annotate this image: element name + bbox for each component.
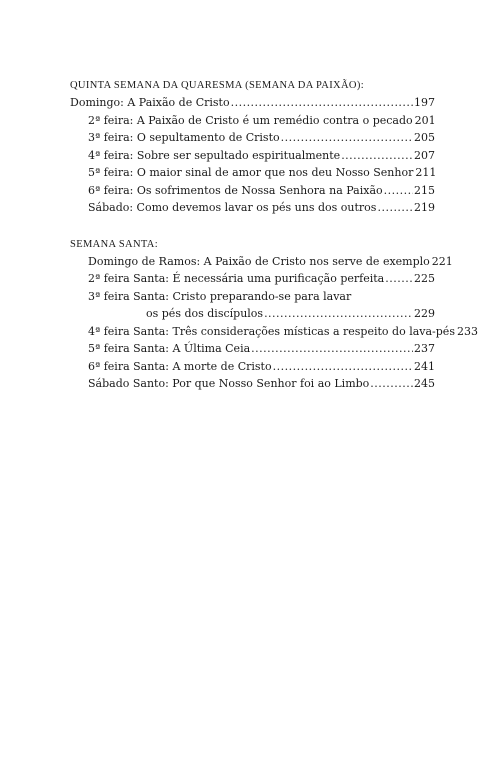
toc-entry [70, 323, 478, 341]
toc-entry-title: 2ª feira: A Paixão de Cristo é um remédio contra o pecado [88, 113, 413, 127]
toc-entry [70, 147, 435, 165]
toc-entry [70, 199, 435, 217]
dot-leader [273, 358, 413, 376]
toc-entry-page: 245 [414, 377, 435, 390]
toc-entry-page: 233 [456, 324, 478, 338]
dot-leader [231, 94, 413, 112]
section-heading: SEMANA SANTA: [70, 238, 159, 250]
toc-entry-page: 237 [414, 342, 435, 355]
dot-leader [385, 270, 413, 288]
toc-entry-title: 4ª feira Santa: Três considerações místicas a respeito do lava-pés [88, 324, 455, 338]
toc-entry-title: Sábado Santo: Por que Nosso Senhor foi ao Limbo [88, 377, 370, 390]
toc-entry-title: 5ª feira: O maior sinal de amor que nos deu Nosso Senhor [88, 166, 414, 179]
toc-section-semana-santa [70, 237, 478, 393]
toc-entry [70, 358, 435, 376]
toc-entry-page: 197 [414, 96, 435, 109]
toc-entry-page: 229 [414, 307, 435, 320]
toc-entry [70, 253, 453, 271]
toc-entry-page: 241 [414, 359, 435, 373]
toc-entry-page: 207 [414, 148, 435, 162]
dot-leader [281, 129, 413, 147]
toc-entry-page: 219 [414, 201, 435, 214]
dot-leader [251, 340, 413, 358]
toc-entry-page: 201 [414, 113, 436, 127]
dot-leader [264, 305, 413, 323]
toc-entry [70, 94, 435, 112]
toc-entry-title: 6ª feira Santa: A morte de Cristo [88, 359, 272, 373]
toc-entry [70, 112, 435, 130]
toc-section-quinta-semana [70, 78, 435, 217]
toc-entry-title: 3ª feira Santa: Cristo preparando-se para lavar [88, 289, 352, 303]
toc-entry [70, 375, 435, 393]
toc-entry-page: 225 [414, 272, 435, 285]
toc-entry [70, 340, 435, 358]
toc-entry-page: 205 [414, 131, 435, 144]
toc-entry-title: 5ª feira Santa: A Última Ceia [88, 342, 251, 355]
dot-leader [341, 147, 413, 165]
toc-entry-title: 2ª feira Santa: É necessária uma purificação perfeita [88, 272, 385, 285]
section-heading: QUINTA SEMANA DA QUARESMA (SEMANA DA PAIXÃO): [70, 80, 364, 91]
toc-entry [70, 182, 435, 200]
toc-entry-title: Sábado: Como devemos lavar os pés uns dos outros [88, 201, 377, 214]
toc-entry-page: 221 [431, 254, 453, 268]
toc-entry-title: Domingo de Ramos: A Paixão de Cristo nos serve de exemplo [88, 254, 430, 268]
toc-entry [70, 270, 435, 288]
dot-leader [370, 375, 413, 393]
toc-entry [70, 129, 435, 147]
toc-entry-page: 211 [415, 166, 437, 179]
dot-leader [377, 199, 413, 217]
dot-leader [384, 182, 413, 200]
toc-entry-page: 215 [414, 183, 435, 197]
toc-entry-continuation [70, 305, 435, 323]
toc-entry-title: 3ª feira: O sepultamento de Cristo [88, 131, 280, 144]
toc-entry-title: 6ª feira: Os sofrimentos de Nossa Senhora na Paixão [88, 183, 383, 197]
table-of-contents [70, 78, 478, 413]
toc-entry [70, 164, 435, 182]
toc-entry [70, 288, 435, 306]
toc-entry-title: Domingo: A Paixão de Cristo [70, 96, 230, 109]
toc-entry-title: 4ª feira: Sobre ser sepultado espiritualmente [88, 148, 341, 162]
toc-entry-title-continued: os pés dos discípulos [146, 307, 264, 320]
